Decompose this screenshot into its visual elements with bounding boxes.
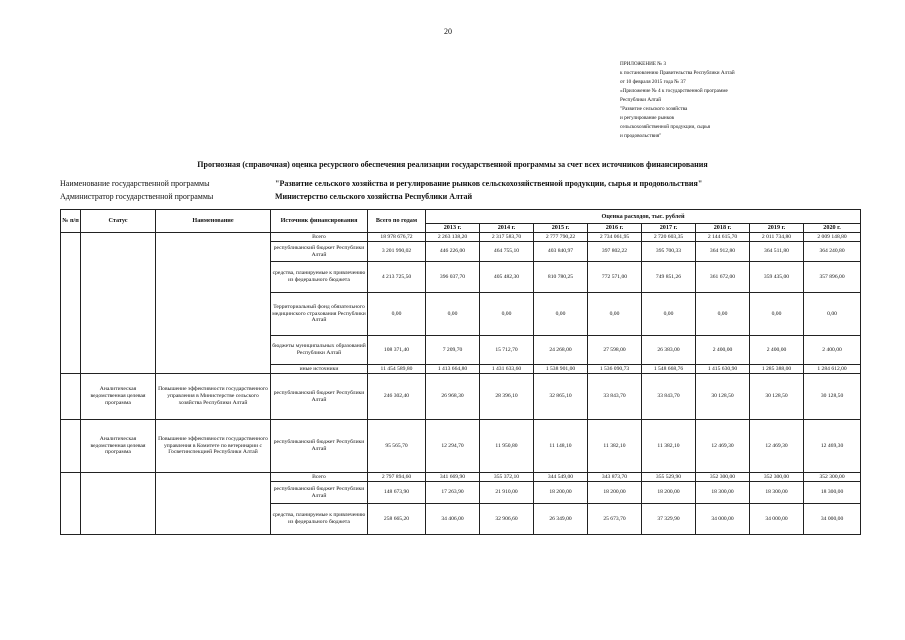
year-value-cell: 364 912,80: [696, 242, 750, 262]
year-value-cell: 11 382,10: [588, 420, 642, 473]
year-value-cell: 27 598,00: [588, 336, 642, 365]
year-value-cell: 18 200,00: [534, 482, 588, 504]
year-value-cell: 2 400,00: [804, 336, 861, 365]
year-value-cell: 1 538 901,00: [534, 365, 588, 374]
year-value-cell: 397 802,22: [588, 242, 642, 262]
header-year: 2018 г.: [696, 224, 750, 233]
total-cell: 148 673,90: [368, 482, 426, 504]
year-value-cell: 18 300,00: [696, 482, 750, 504]
name-cell: [156, 233, 271, 374]
name-cell: [156, 473, 271, 535]
header-source: Источник финансирования: [271, 210, 368, 233]
year-value-cell: 2 009 148,80: [804, 233, 861, 242]
year-value-cell: 37 329,90: [642, 504, 696, 535]
year-value-cell: 395 700,33: [642, 242, 696, 262]
year-value-cell: 18 300,00: [750, 482, 804, 504]
year-value-cell: 0,00: [642, 293, 696, 336]
appendix-line: к постановлению Правительства Республики Алтай: [620, 70, 735, 76]
row-number-cell: [61, 374, 81, 420]
year-value-cell: 17 263,90: [426, 482, 480, 504]
administrator-value: Министерство сельского хозяйства Республики Алтай: [275, 192, 473, 201]
year-value-cell: 11 382,10: [642, 420, 696, 473]
total-cell: 108 371,40: [368, 336, 426, 365]
year-value-cell: 1 284 612,00: [804, 365, 861, 374]
year-value-cell: 0,00: [588, 293, 642, 336]
year-value-cell: 34 000,00: [696, 504, 750, 535]
year-value-cell: 1 548 668,76: [642, 365, 696, 374]
resource-table: [60, 209, 861, 535]
total-cell: 246 302,40: [368, 374, 426, 420]
appendix-line: «Приложение № 4 к государственной программе: [620, 88, 728, 94]
year-value-cell: 341 669,90: [426, 473, 480, 482]
year-value-cell: 12 294,70: [426, 420, 480, 473]
year-value-cell: 359 435,00: [750, 262, 804, 293]
year-value-cell: 344 549,00: [534, 473, 588, 482]
row-number-cell: [61, 233, 81, 374]
table-row: [61, 233, 861, 242]
status-cell: Аналитическая ведомственная целевая программа: [81, 374, 156, 420]
source-cell: Территориальный фонд обязательного медицинского страхования Республики Алтай: [271, 293, 368, 336]
year-value-cell: 0,00: [750, 293, 804, 336]
status-cell: Аналитическая ведомственная целевая программа: [81, 420, 156, 473]
header-year: 2017 г.: [642, 224, 696, 233]
appendix-line: Республики Алтай: [620, 97, 662, 103]
row-number-cell: [61, 420, 81, 473]
appendix-note: [620, 60, 735, 141]
year-value-cell: 343 873,70: [588, 473, 642, 482]
year-value-cell: 1 536 090,73: [588, 365, 642, 374]
status-cell: [81, 233, 156, 374]
year-value-cell: 1 431 633,60: [480, 365, 534, 374]
appendix-line: ПРИЛОЖЕНИЕ № 3: [620, 61, 667, 67]
year-value-cell: 24 268,00: [534, 336, 588, 365]
header-year: 2020 г.: [804, 224, 861, 233]
header-year: 2013 г.: [426, 224, 480, 233]
total-cell: 0,00: [368, 293, 426, 336]
year-value-cell: 352 300,00: [750, 473, 804, 482]
year-value-cell: 357 896,00: [804, 262, 861, 293]
year-value-cell: 33 843,70: [642, 374, 696, 420]
year-value-cell: 32 906,60: [480, 504, 534, 535]
program-name-label: Наименование государственной программы: [60, 179, 210, 188]
source-cell: республиканский бюджет Республики Алтай: [271, 482, 368, 504]
source-cell: республиканский бюджет Республики Алтай: [271, 242, 368, 262]
year-value-cell: 12 469,30: [750, 420, 804, 473]
year-value-cell: 446 226,00: [426, 242, 480, 262]
year-value-cell: 749 851,26: [642, 262, 696, 293]
year-value-cell: 21 910,00: [480, 482, 534, 504]
year-value-cell: 355 529,90: [642, 473, 696, 482]
row-number-cell: [61, 473, 81, 535]
year-value-cell: 1 413 664,80: [426, 365, 480, 374]
year-value-cell: 352 300,00: [696, 473, 750, 482]
table-row: [61, 420, 861, 473]
total-cell: 11 454 589,80: [368, 365, 426, 374]
program-name-row: [60, 179, 702, 188]
year-value-cell: 2 400,00: [750, 336, 804, 365]
total-cell: 4 213 725,50: [368, 262, 426, 293]
year-value-cell: 34 000,00: [750, 504, 804, 535]
year-value-cell: 34 406,00: [426, 504, 480, 535]
table-row: [61, 374, 861, 420]
year-value-cell: 403 840,97: [534, 242, 588, 262]
header-number: № п/п: [61, 210, 81, 233]
year-value-cell: 11 148,10: [534, 420, 588, 473]
year-value-cell: 0,00: [696, 293, 750, 336]
year-value-cell: 464 755,10: [480, 242, 534, 262]
appendix-line: "Развитие сельского хозяйства: [620, 106, 688, 112]
name-cell: Повышение эффективности государственного управления в Министерстве сельского хозяйства Республики Алтай: [156, 374, 271, 420]
total-cell: 95 565,70: [368, 420, 426, 473]
year-value-cell: 30 128,50: [696, 374, 750, 420]
year-value-cell: 32 865,10: [534, 374, 588, 420]
year-value-cell: 30 128,50: [804, 374, 861, 420]
year-value-cell: 33 843,70: [588, 374, 642, 420]
appendix-line: от 10 февраля 2015 года № 37: [620, 79, 686, 85]
header-year: 2015 г.: [534, 224, 588, 233]
total-cell: 258 665,20: [368, 504, 426, 535]
source-cell: республиканский бюджет Республики Алтай: [271, 420, 368, 473]
year-value-cell: 18 200,00: [588, 482, 642, 504]
appendix-line: и продовольствия": [620, 133, 662, 139]
year-value-cell: 25 673,70: [588, 504, 642, 535]
year-value-cell: 2 777 790,22: [534, 233, 588, 242]
year-value-cell: 2 144 615,70: [696, 233, 750, 242]
appendix-line: и регулирование рынков: [620, 115, 675, 121]
year-value-cell: 28 396,10: [480, 374, 534, 420]
source-cell: средства, планируемые к привлечению из федерального бюджета: [271, 262, 368, 293]
year-value-cell: 364 511,80: [750, 242, 804, 262]
year-value-cell: 405 482,30: [480, 262, 534, 293]
year-value-cell: 0,00: [426, 293, 480, 336]
year-value-cell: 2 734 061,95: [588, 233, 642, 242]
administrator-row: [60, 192, 472, 201]
header-year: 2016 г.: [588, 224, 642, 233]
year-value-cell: 26 968,30: [426, 374, 480, 420]
year-value-cell: 352 300,00: [804, 473, 861, 482]
total-cell: 3 201 990,02: [368, 242, 426, 262]
year-value-cell: 0,00: [480, 293, 534, 336]
year-value-cell: 18 200,00: [642, 482, 696, 504]
year-value-cell: 361 672,00: [696, 262, 750, 293]
year-value-cell: 2 263 138,20: [426, 233, 480, 242]
year-value-cell: 1 285 388,00: [750, 365, 804, 374]
year-value-cell: 34 000,00: [804, 504, 861, 535]
name-cell: Повышение эффективности государственного управления в Комитете по ветеринарии с Госветинспекцией Республики Алтай: [156, 420, 271, 473]
year-value-cell: 2 400,00: [696, 336, 750, 365]
header-year: 2014 г.: [480, 224, 534, 233]
year-value-cell: 26 349,00: [534, 504, 588, 535]
page-number: 20: [444, 27, 452, 36]
year-value-cell: 355 372,10: [480, 473, 534, 482]
total-cell: 2 797 894,60: [368, 473, 426, 482]
year-value-cell: 810 780,25: [534, 262, 588, 293]
source-cell: иные источники: [271, 365, 368, 374]
year-value-cell: 1 415 630,90: [696, 365, 750, 374]
administrator-label: Администратор государственной программы: [60, 192, 214, 201]
table-row: [61, 473, 861, 482]
source-cell: Всего: [271, 473, 368, 482]
year-value-cell: 15 712,70: [480, 336, 534, 365]
year-value-cell: 18 300,00: [804, 482, 861, 504]
header-estimate: Оценка расходов, тыс. рублей: [426, 210, 861, 224]
year-value-cell: 0,00: [804, 293, 861, 336]
header-year: 2019 г.: [750, 224, 804, 233]
header-status: Статус: [81, 210, 156, 233]
year-value-cell: 7 209,70: [426, 336, 480, 365]
header-name: Наименование: [156, 210, 271, 233]
status-cell: [81, 473, 156, 535]
source-cell: средства, планируемые к привлечению из федерального бюджета: [271, 504, 368, 535]
total-cell: 18 978 676,72: [368, 233, 426, 242]
appendix-line: сельскохозяйственной продукции, сырья: [620, 124, 710, 130]
year-value-cell: 2 011 734,80: [750, 233, 804, 242]
source-cell: республиканский бюджет Республики Алтай: [271, 374, 368, 420]
year-value-cell: 364 240,80: [804, 242, 861, 262]
year-value-cell: 396 037,70: [426, 262, 480, 293]
document-title: Прогнозная (справочная) оценка ресурсного обеспечения реализации государственной программы за счет всех источников финансирования: [197, 160, 708, 169]
header-total: Всего по годам: [368, 210, 426, 233]
source-cell: бюджеты муниципальных образований Республики Алтай: [271, 336, 368, 365]
year-value-cell: 2 720 603,35: [642, 233, 696, 242]
year-value-cell: 12 469,30: [696, 420, 750, 473]
year-value-cell: 11 950,80: [480, 420, 534, 473]
year-value-cell: 12 469,30: [804, 420, 861, 473]
source-cell: Всего: [271, 233, 368, 242]
year-value-cell: 772 571,00: [588, 262, 642, 293]
year-value-cell: 26 383,00: [642, 336, 696, 365]
year-value-cell: 0,00: [534, 293, 588, 336]
year-value-cell: 2 317 583,70: [480, 233, 534, 242]
year-value-cell: 30 128,50: [750, 374, 804, 420]
program-name-value: "Развитие сельского хозяйства и регулирование рынков сельскохозяйственной продукции, сырья и продовольствия": [275, 179, 703, 188]
